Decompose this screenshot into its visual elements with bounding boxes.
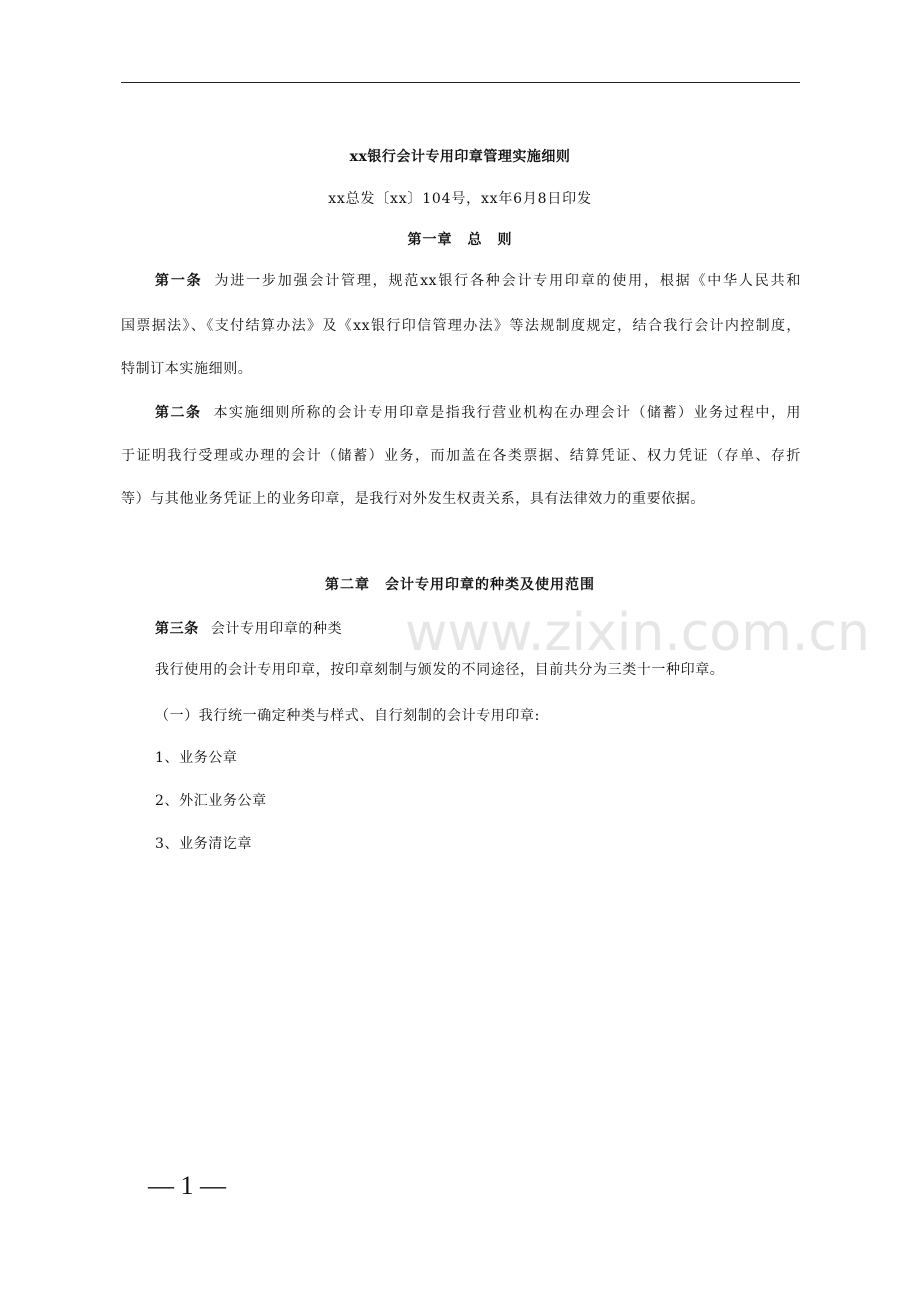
- site-watermark: www.zixin.com.cn: [405, 603, 870, 663]
- chapter-2-heading: 第二章 会计专用印章的种类及使用范围: [325, 577, 595, 593]
- article-1-line-1: [155, 271, 801, 291]
- intro-paragraph: 我行使用的会计专用印章，按印章刻制与颁发的不同途径，目前共分为三类十一种印章。: [155, 662, 725, 678]
- article-2-line-1: [155, 403, 801, 423]
- document-title: xx银行会计专用印章管理实施细则: [349, 149, 571, 165]
- list-item-3: 3、业务清讫章: [155, 836, 253, 852]
- article-1-line-2: 国票据法》、《支付结算办法》及《xx银行印信管理办法》等法规制度规定，结合我行会计内控制度，: [121, 318, 801, 334]
- article-3-text: 会计专用印章的种类: [210, 621, 343, 637]
- article-3-line: [155, 619, 755, 639]
- header-rule: [121, 82, 800, 83]
- list-item-1: 1、业务公章: [155, 750, 238, 766]
- page-number: — 1 —: [148, 1171, 226, 1200]
- article-1-line-3: 特制订本实施细则。: [121, 361, 253, 377]
- article-1-text-1: 为进一步加强会计管理，规范xx银行各种会计专用印章的使用，根据《中华人民共和: [214, 273, 801, 289]
- article-2-label: 第二条: [155, 405, 202, 421]
- article-2-text-1: 本实施细则所称的会计专用印章是指我行营业机构在办理会计（储蓄）业务过程中，用: [213, 405, 801, 421]
- list-item-2: 2、外汇业务公章: [155, 793, 267, 809]
- section-1-heading: （一）我行统一确定种类与样式、自行刻制的会计专用印章:: [155, 708, 540, 724]
- article-2-line-2: 于证明我行受理或办理的会计（储蓄）业务，而加盖在各类票据、结算凭证、权力凭证（存单、存折: [121, 448, 801, 464]
- article-3-label: 第三条: [155, 621, 199, 637]
- chapter-1-heading: 第一章 总 则: [407, 232, 513, 248]
- document-subtitle: xx总发〔xx〕104号，xx年6月8日印发: [328, 191, 592, 207]
- article-2-line-3: 等）与其他业务凭证上的业务印章，是我行对外发生权责关系，具有法律效力的重要依据。: [121, 491, 705, 507]
- article-1-label: 第一条: [155, 273, 203, 289]
